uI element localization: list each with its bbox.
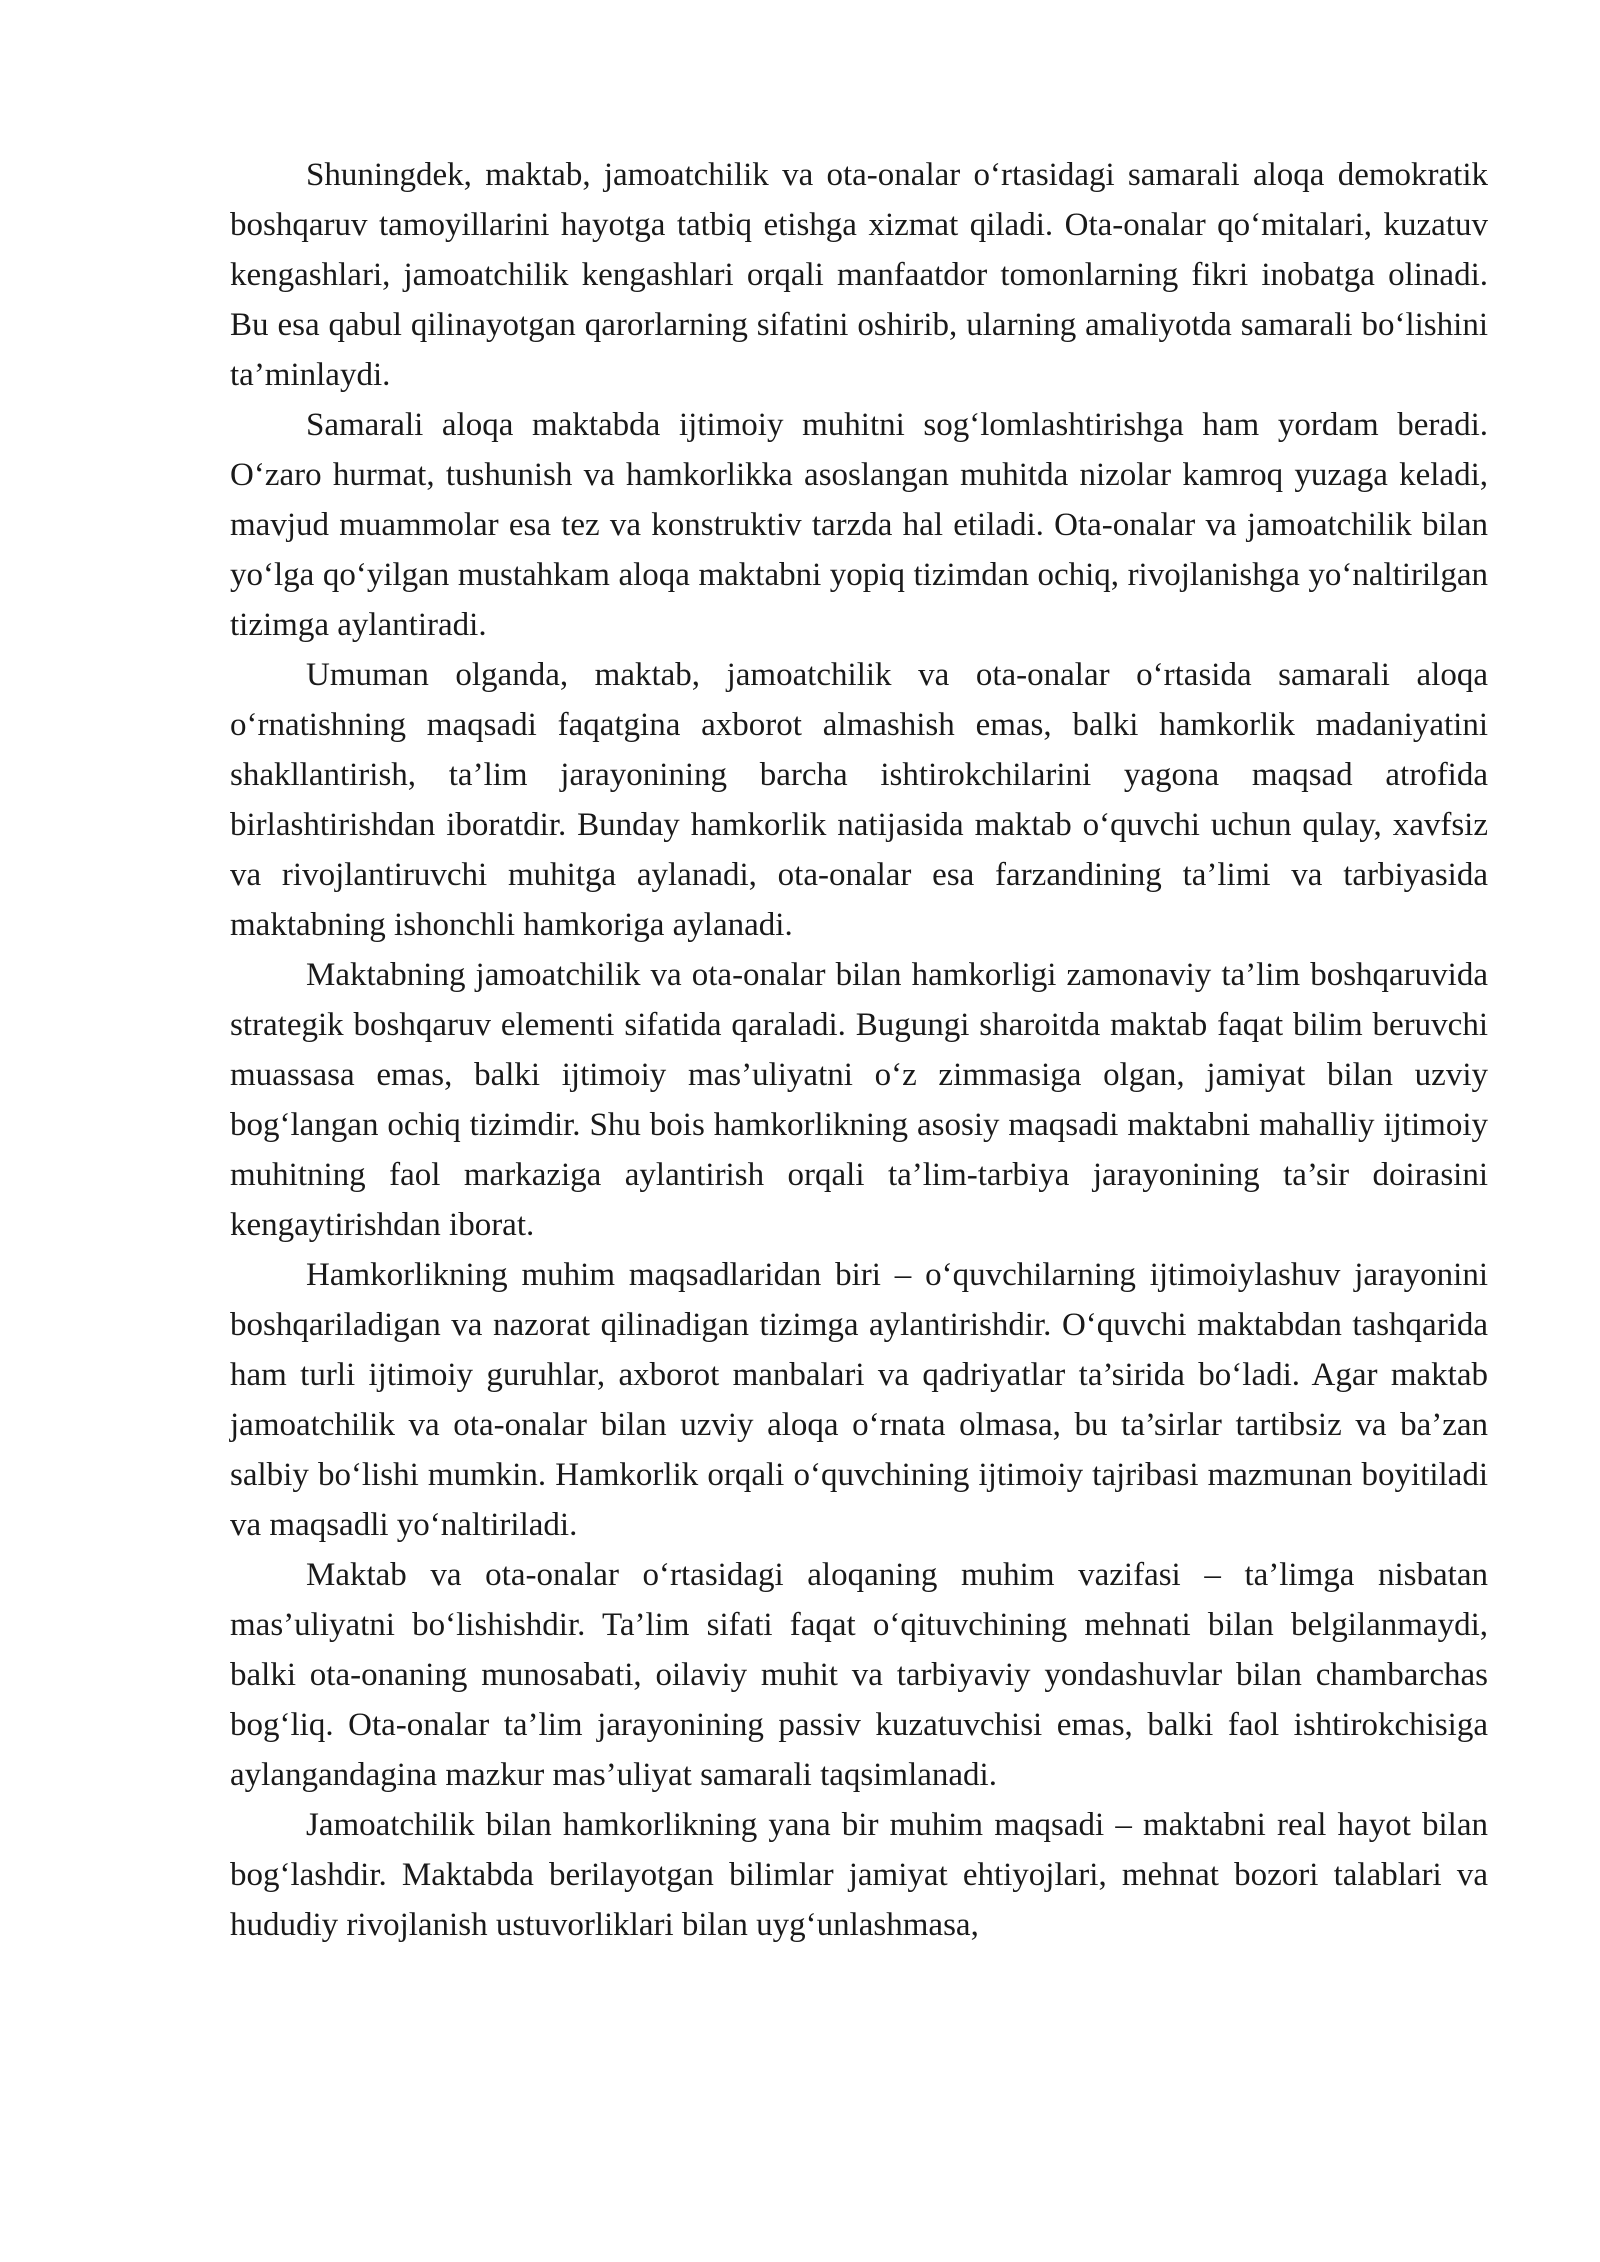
- document-body: [230, 150, 1488, 1950]
- paragraph-2: Samarali aloqa maktabda ijtimoiy muhitni sog‘lomlashtirishga ham yordam beradi. O‘zaro hurmat, tushunish va hamkorlikka asoslangan muhitda nizolar kamroq yuzaga keladi, mavjud muammolar esa tez va konstruktiv tarzda hal etiladi. Ota-onalar va jamoatchilik bilan yo‘lga qo‘yilgan mustahkam aloqa maktabni yopiq tizimdan ochiq, rivojlanishga yo‘naltirilgan tizimga aylantiradi.: [230, 407, 1488, 643]
- paragraph-6: Maktab va ota-onalar o‘rtasidagi aloqaning muhim vazifasi – ta’limga nisbatan mas’uliyatni bo‘lishishdir. Ta’lim sifati faqat o‘qituvchining mehnati bilan belgilanmaydi, balki ota-onaning munosabati, oilaviy muhit va tarbiyaviy yondashuvlar bilan chambarchas bog‘liq. Ota-onalar ta’lim jarayonining passiv kuzatuvchisi emas, balki faol ishtirokchisiga aylangandagina mazkur mas’uliyat samarali taqsimlanadi.: [230, 1557, 1488, 1793]
- paragraph-4: Maktabning jamoatchilik va ota-onalar bilan hamkorligi zamonaviy ta’lim boshqaruvida strategik boshqaruv elementi sifatida qaraladi. Bugungi sharoitda maktab faqat bilim beruvchi muassasa emas, balki ijtimoiy mas’uliyatni o‘z zimmasiga olgan, jamiyat bilan uzviy bog‘langan ochiq tizimdir. Shu bois hamkorlikning asosiy maqsadi maktabni mahalliy ijtimoiy muhitning faol markaziga aylantirish orqali ta’lim-tarbiya jarayonining ta’sir doirasini kengaytirishdan iborat.: [230, 957, 1488, 1243]
- paragraph-3: Umuman olganda, maktab, jamoatchilik va ota-onalar o‘rtasida samarali aloqa o‘rnatishning maqsadi faqatgina axborot almashish emas, balki hamkorlik madaniyatini shakllantirish, ta’lim jarayonining barcha ishtirokchilarini yagona maqsad atrofida birlashtirishdan iboratdir. Bunday hamkorlik natijasida maktab o‘quvchi uchun qulay, xavfsiz va rivojlantiruvchi muhitga aylanadi, ota-onalar esa farzandining ta’limi va tarbiyasida maktabning ishonchli hamkoriga aylanadi.: [230, 657, 1488, 943]
- paragraph-5: Hamkorlikning muhim maqsadlaridan biri – o‘quvchilarning ijtimoiylashuv jarayonini boshqariladigan va nazorat qilinadigan tizimga aylantirishdir. O‘quvchi maktabdan tashqarida ham turli ijtimoiy guruhlar, axborot manbalari va qadriyatlar ta’sirida bo‘ladi. Agar maktab jamoatchilik va ota-onalar bilan uzviy aloqa o‘rnata olmasa, bu ta’sirlar tartibsiz va ba’zan salbiy bo‘lishi mumkin. Hamkorlik orqali o‘quvchining ijtimoiy tajribasi mazmunan boyitiladi va maqsadli yo‘naltiriladi.: [230, 1257, 1488, 1543]
- paragraph-7: Jamoatchilik bilan hamkorlikning yana bir muhim maqsadi – maktabni real hayot bilan bog‘lashdir. Maktabda berilayotgan bilimlar jamiyat ehtiyojlari, mehnat bozori talablari va hududiy rivojlanish ustuvorliklari bilan uyg‘unlashmasa,: [230, 1807, 1488, 1943]
- paragraph-1: Shuningdek, maktab, jamoatchilik va ota-onalar o‘rtasidagi samarali aloqa demokratik boshqaruv tamoyillarini hayotga tatbiq etishga xizmat qiladi. Ota-onalar qo‘mitalari, kuzatuv kengashlari, jamoatchilik kengashlari orqali manfaatdor tomonlarning fikri inobatga olinadi. Bu esa qabul qilinayotgan qarorlarning sifatini oshirib, ularning amaliyotda samarali bo‘lishini ta’minlaydi.: [230, 157, 1488, 393]
